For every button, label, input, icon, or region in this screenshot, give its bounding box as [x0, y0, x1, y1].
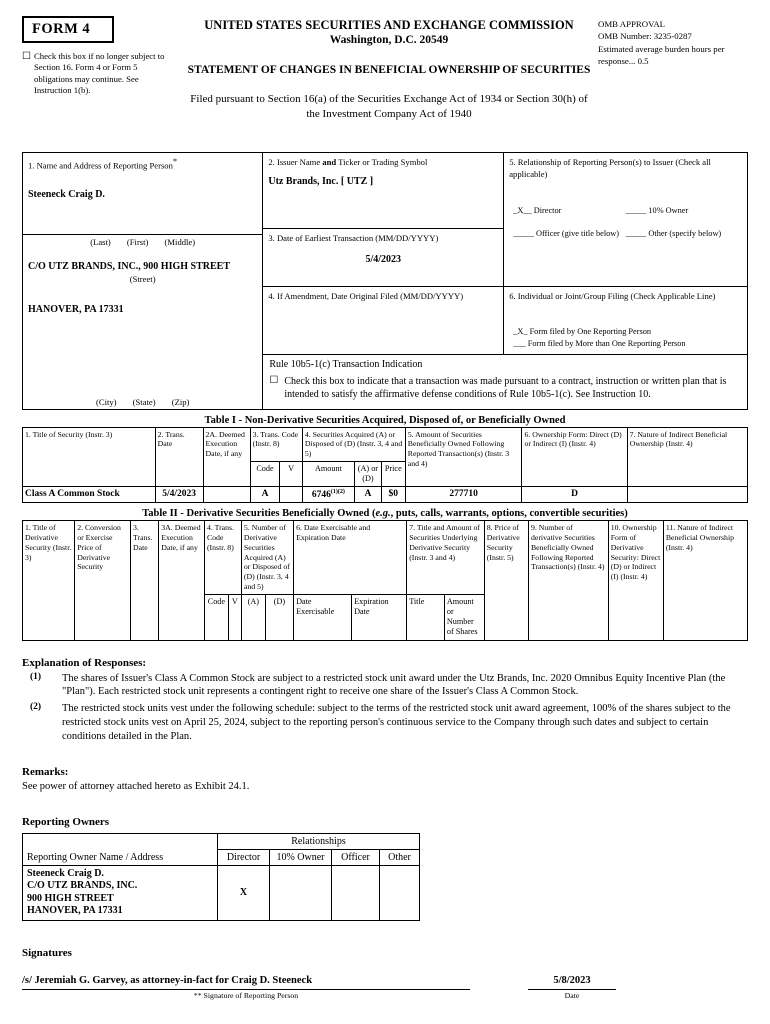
t2-subheader-a: (A) — [241, 594, 265, 640]
name-sublabels: (Last) (First) (Middle) — [90, 236, 196, 247]
explanation-of-responses — [22, 657, 748, 744]
t1-cell-ownership-form: D — [522, 487, 627, 503]
rule-10b5-1-text: Check this box to indicate that a transaction was made pursuant to a contract, instruction or written plan that is intended to satisfy the affirmative defense conditions of Rule 10b5-1(c). See Instruction 10. — [284, 375, 727, 400]
t2-subheader-amount-shares: Amount or Number of Shares — [444, 594, 484, 640]
signature-line: /s/ Jeremiah G. Garvey, as attorney-in-fact for Craig D. Steeneck — [22, 975, 470, 990]
remarks-text: See power of attorney attached hereto as Exhibit 24.1. — [22, 780, 250, 792]
reporting-owners-heading: Reporting Owners — [22, 815, 110, 828]
ro-header-name: Reporting Owner Name / Address — [23, 833, 218, 865]
t2-subheader-date-exercisable: Date Exercisable — [294, 594, 352, 640]
section16-checkbox-icon[interactable]: ☐ — [22, 51, 31, 62]
t1-cell-v — [280, 487, 302, 503]
filing-type-options — [509, 326, 742, 351]
t1-header-trans-date: 2. Trans. Date — [155, 427, 203, 487]
rule-10b5-1-cell — [263, 354, 747, 409]
amendment-label: 4. If Amendment, Date Original Filed (MM/DD/YYYY) — [268, 290, 464, 301]
footnote-number: (2) — [30, 702, 42, 713]
earliest-transaction-label: 3. Date of Earliest Transaction (MM/DD/YYYY) — [268, 232, 439, 243]
explanation-item — [22, 702, 748, 744]
t1-header-security: 1. Title of Security (Instr. 3) — [23, 427, 156, 487]
omb-burden: Estimated average burden hours per response... 0.5 — [598, 43, 725, 66]
t2-subheader-d: (D) — [265, 594, 293, 640]
issuer-label: 2. Issuer Name and Ticker or Trading Symbol — [268, 156, 428, 167]
t2-subheader-title: Title — [407, 594, 445, 640]
t1-header-amount-owned: 5. Amount of Securities Beneficially Owned Following Reported Transaction(s) (Instr. 3 and 4) — [405, 427, 522, 487]
t2-header-deemed-date: 3A. Deemed Execution Date, if any — [159, 521, 205, 640]
ro-ten-percent-mark — [270, 865, 332, 920]
filed-pursuant-text: Filed pursuant to Section 16(a) of the Securities Exchange Act of 1934 or Section 30(h) of the Investment Company Act of 1940 — [190, 93, 588, 120]
relationship-officer: _____ Officer (give title below) — [513, 228, 620, 238]
issuer-cell — [263, 153, 503, 229]
ro-name-address: Steeneck Craig D. C/O UTZ BRANDS, INC. 900 HIGH STREET HANOVER, PA 17331 — [23, 865, 218, 920]
reporting-person-cell — [23, 153, 262, 235]
t2-subheader-code: Code — [204, 594, 228, 640]
t1-cell-deemed-date — [203, 487, 250, 503]
t2-header-conversion-price: 2. Conversion or Exercise Price of Derivative Security — [75, 521, 131, 640]
t1-subheader-v: V — [280, 461, 302, 487]
t1-cell-trans-date: 5/4/2023 — [155, 487, 203, 503]
earliest-transaction-date: 5/4/2023 — [365, 253, 402, 265]
ro-director-mark: X — [218, 865, 270, 920]
section16-note-text: Check this box if no longer subject to Section 16. Form 4 or Form 5 obligations may continue. See Instruction 1(b). — [33, 51, 165, 95]
ro-other-mark — [380, 865, 420, 920]
issuer-name: Utz Brands, Inc. [ UTZ ] — [268, 175, 374, 187]
t2-header-indirect-nature: 11. Nature of Indirect Beneficial Ownership (Instr. 4) — [663, 521, 747, 640]
ro-header-relationships: Relationships — [218, 833, 420, 849]
footnote-text: The shares of Issuer's Class A Common Stock are subject to a restricted stock unit award under the Utz Brands, Inc. 2020 Omnibus Equity Incentive Plan (the "Plan"). Each restricted stock unit represents a contingent right to receive one share of the Issuer's Class A Common Stock. — [62, 672, 726, 698]
reporting-person-label: 1. Name and Address of Reporting Person — [28, 160, 173, 171]
reporting-owners-section — [22, 816, 748, 921]
t2-subheader-expiration-date: Expiration Date — [352, 594, 407, 640]
t1-header-trans-code: 3. Trans. Code (Instr. 8) — [250, 427, 302, 461]
issuer-column — [263, 153, 504, 354]
city-cell — [23, 304, 262, 395]
table2-title: Table II - Derivative Securities Beneficially Owned (e.g., puts, calls, warrants, options, convertible securities) — [142, 508, 628, 520]
relationship-column — [504, 153, 747, 354]
reporting-owner-row — [23, 865, 420, 920]
signatures-section — [22, 947, 748, 1000]
explanation-item — [22, 672, 748, 700]
title-block — [180, 16, 598, 122]
t1-header-deemed-date: 2A. Deemed Execution Date, if any — [203, 427, 250, 487]
city-state-zip-label: (City) (State) (Zip) — [95, 396, 190, 407]
t2-header-number-acquired: 5. Number of Derivative Securities Acquired (A) or Disposed of (D) (Instr. 3, 4 and 5) — [241, 521, 293, 594]
rule-10b5-1-checkbox-icon[interactable]: ☐ — [269, 374, 279, 386]
issuer-relationship-top — [263, 153, 747, 354]
reporting-person-column — [23, 153, 263, 409]
signature-row — [22, 975, 748, 1000]
city-state-zip-value: HANOVER, PA 17331 — [28, 303, 124, 315]
t2-subheader-v: V — [228, 594, 241, 640]
rule-10b5-1-row — [269, 375, 739, 401]
omb-number: OMB Number: 3235-0287 — [598, 31, 692, 42]
relationship-director: _X__ Director — [513, 205, 562, 215]
document-header — [22, 16, 748, 122]
t2-header-date-exercisable: 6. Date Exercisable and Expiration Date — [294, 521, 407, 594]
table1-row — [23, 487, 748, 503]
street-value: C/O UTZ BRANDS, INC., 900 HIGH STREET — [28, 260, 230, 272]
relationship-cell — [504, 153, 747, 287]
reporting-owners-table — [22, 833, 420, 921]
section16-note — [22, 51, 174, 96]
t2-header-trans-code: 4. Trans. Code (Instr. 8) — [204, 521, 241, 594]
explanation-heading: Explanation of Responses: — [22, 656, 147, 669]
t1-header-acquired-disposed: 4. Securities Acquired (A) or Disposed of (D) (Instr. 3, 4 and 5) — [302, 427, 405, 461]
filing-one-person: _X_ Form filed by One Reporting Person — [513, 326, 652, 336]
signature-date-label: Date — [564, 990, 580, 1000]
footnote-text: The restricted stock units vest under the following schedule: subject to the terms of the restricted stock unit award agreement, 100% of the shares subject to the restricted stock units vest on April 25, 2024, subject to the reporting person's continuous service to the Company through such dates and subject to certain conditions detailed in the Plan. — [62, 703, 731, 742]
ro-header-director: Director — [218, 849, 270, 865]
table2-derivative — [22, 520, 748, 640]
reporting-person-asterisk: * — [172, 155, 178, 166]
remarks-heading: Remarks: — [22, 765, 69, 778]
street-label: (Street) — [129, 273, 156, 284]
signature-date-block — [528, 975, 616, 1000]
footnote-refs: (1)(2) — [330, 489, 345, 496]
t1-subheader-price: Price — [381, 461, 405, 487]
t1-subheader-a-or-d: (A) or (D) — [355, 461, 382, 487]
signature-block — [22, 975, 470, 1000]
t2-header-underlying: 7. Title and Amount of Securities Underlying Derivative Security (Instr. 3 and 4) — [407, 521, 485, 594]
t1-cell-security: Class A Common Stock — [23, 487, 156, 503]
statement-title: STATEMENT OF CHANGES IN BENEFICIAL OWNERSHIP OF SECURITIES — [187, 64, 591, 76]
table1-title: Table I - Non-Derivative Securities Acquired, Disposed of, or Beneficially Owned — [204, 414, 566, 426]
form-type-block — [22, 16, 180, 96]
t1-cell-indirect-nature — [627, 487, 747, 503]
ro-header-other: Other — [380, 849, 420, 865]
table1-non-derivative — [22, 427, 748, 504]
t1-cell-amount: $6746^{(1)(2)}$ — [302, 487, 354, 503]
t2-header-number-owned: 9. Number of derivative Securities Beneficially Owned Following Reported Transaction(s) (Instr. 4) — [528, 521, 608, 640]
t1-cell-a-or-d: A — [355, 487, 382, 503]
filing-type-label: 6. Individual or Joint/Group Filing (Check Applicable Line) — [509, 290, 716, 301]
form-type-label: FORM 4 — [22, 16, 114, 43]
remarks-section — [22, 766, 748, 792]
earliest-transaction-cell — [263, 229, 503, 287]
footnote-number: (1) — [30, 671, 42, 682]
commission-city: Washington, D.C. 20549 — [329, 34, 449, 46]
rule-10b5-1-title: Rule 10b5-1(c) Transaction Indication — [269, 358, 423, 370]
ro-officer-mark — [332, 865, 380, 920]
t1-cell-code: A — [250, 487, 280, 503]
signature-label: ** Signature of Reporting Person — [193, 990, 299, 1000]
filer-info-grid — [22, 152, 748, 410]
commission-title: UNITED STATES SECURITIES AND EXCHANGE COMMISSION — [204, 18, 574, 32]
t1-cell-shares-owned: 277710 — [405, 487, 522, 503]
issuer-relationship-columns — [263, 153, 747, 409]
t1-header-indirect-nature: 7. Nature of Indirect Beneficial Ownership (Instr. 4) — [627, 427, 747, 487]
relationship-ten-percent-owner: _____ 10% Owner — [625, 205, 689, 215]
t1-header-ownership-form: 6. Ownership Form: Direct (D) or Indirect (I) (Instr. 4) — [522, 427, 627, 487]
signature-date: 5/8/2023 — [528, 975, 616, 990]
filing-type-cell — [504, 287, 747, 354]
relationship-other: _____ Other (specify below) — [625, 228, 722, 238]
ro-header-ten-percent: 10% Owner — [270, 849, 332, 865]
t1-subheader-amount: Amount — [302, 461, 354, 487]
filing-more-persons: ___ Form filed by More than One Reporting Person — [513, 339, 686, 349]
t2-header-security: 1. Title of Derivative Security (Instr. 3) — [23, 521, 75, 640]
t1-subheader-code: Code — [250, 461, 280, 487]
t2-header-trans-date: 3. Trans. Date — [131, 521, 159, 640]
ro-header-officer: Officer — [332, 849, 380, 865]
relationship-label: 5. Relationship of Reporting Person(s) to Issuer (Check all applicable) — [509, 156, 711, 179]
omb-approval-block — [598, 16, 748, 67]
omb-title: OMB APPROVAL — [598, 19, 666, 29]
t2-header-price: 8. Price of Derivative Security (Instr. 5) — [484, 521, 528, 640]
reporting-person-name: Steeneck Craig D. — [28, 189, 105, 201]
t2-header-ownership-form: 10. Ownership Form of Derivative Security: Direct (D) or Indirect (I) (Instr. 4) — [608, 521, 663, 640]
signatures-heading: Signatures — [22, 946, 72, 959]
relationship-options — [509, 206, 742, 238]
t1-cell-price: $0 — [381, 487, 405, 503]
street-cell — [23, 261, 262, 272]
amendment-cell — [263, 287, 503, 354]
